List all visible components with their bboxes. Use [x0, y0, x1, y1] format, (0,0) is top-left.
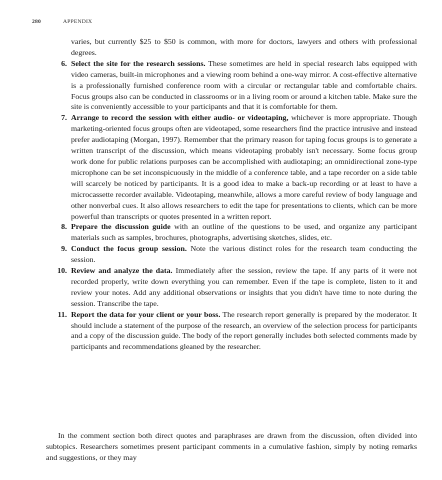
item-number: 8.	[61, 222, 67, 232]
item-text: These sometimes are held in special research labs equipped with video cameras, built-in microphones and a viewing room behind a one-way mirror. A cost-effective alternative is a professionally furnished conference room with a circular or rectangular table and comfortable chairs. Focus groups also can be conducted in classrooms or in a living room or around a kitchen table. Make sure the site is conveniently accessible to your participants and that it is comfortable for them.	[71, 58, 417, 112]
item-heading: Conduct the focus group session.	[71, 244, 187, 254]
item-text: whichever is more appropriate. Though marketing-oriented focus groups often are videotaped, some researchers find the practice intrusive and instead prefer audiotaping (Morgan, 1997). Remember that the primary reason for taping focus groups is to generate a written transcript of the discussion, which means videotaping probably isn't necessary. Some focus group work done for public relations purposes can be accomplished with audiotaping; an omnidirectional zone-type microphone can be set inconspicuously in the middle of a conference table, and a tape recorder on a side table will scarcely be noticed by participants. It is a good idea to make a back-up recording or at least to have a microcassette recorder available. Videotaping, meanwhile, allows a more careful review of body language and other nonverbal cues. It also allows researchers to edit the tape for presentations to clients, which can be more powerful than transcripts or quotes presented in a written report.	[71, 113, 417, 221]
item-heading: Report the data for your client or your boss.	[71, 309, 221, 319]
list-item-8	[61, 222, 417, 244]
list-item-10	[57, 266, 418, 310]
list-item-6	[61, 58, 417, 114]
closing-paragraph: In the comment section both direct quotes and paraphrases are drawn from the discussion, often divided into subtopics. Researchers sometimes present participant comments in a cumulative fashion, simply by noting remarks and suggestions, or they may	[46, 431, 417, 462]
continuation-text: varies, but currently $25 to $50 is common, with more for doctors, lawyers and others with professional degrees.	[71, 37, 417, 57]
item-heading: Prepare the discussion guide	[71, 222, 171, 232]
item-text: Note the various distinct roles for the research team conducting the session.	[71, 244, 417, 265]
item-text: with an outline of the questions to be used, and organize any participant materials such as samples, brochures, photographs, advertising sketches, slides, etc.	[71, 222, 417, 243]
list-item-11	[57, 309, 418, 354]
item-number: 6.	[61, 58, 67, 68]
numbered-list	[57, 37, 418, 353]
item-number: 11.	[57, 309, 67, 319]
item-number: 9.	[61, 244, 67, 254]
item-heading: Review and analyze the data.	[71, 266, 173, 276]
item-number: 10.	[57, 266, 67, 276]
list-item-9	[61, 244, 417, 266]
item-number: 7.	[61, 113, 67, 123]
item-heading: Arrange to record the session with either audio- or videotaping,	[71, 113, 289, 123]
item-text: The research report generally is prepared by the moderator. It should include a statement of the purpose of the research, an overview of the selection process for participants and a copy of the discussion guide. The body of the report generally includes both selected comments made by participants and recommendations gleaned by the researcher.	[71, 309, 418, 352]
page-number: 280	[32, 19, 41, 25]
list-item-7	[61, 113, 417, 222]
running-title: APPENDIX	[63, 19, 93, 25]
item-text: Immediately after the session, review the tape. If any parts of it were not recorded properly, write down everything you can remember. Even if the tape is complete, listen to it and review your notes. Add any additional observations or insights that you didn't have time to note during the session. Transcribe the tape.	[71, 266, 418, 308]
item-heading: Select the site for the research sessions.	[71, 58, 206, 68]
running-head	[32, 19, 92, 25]
